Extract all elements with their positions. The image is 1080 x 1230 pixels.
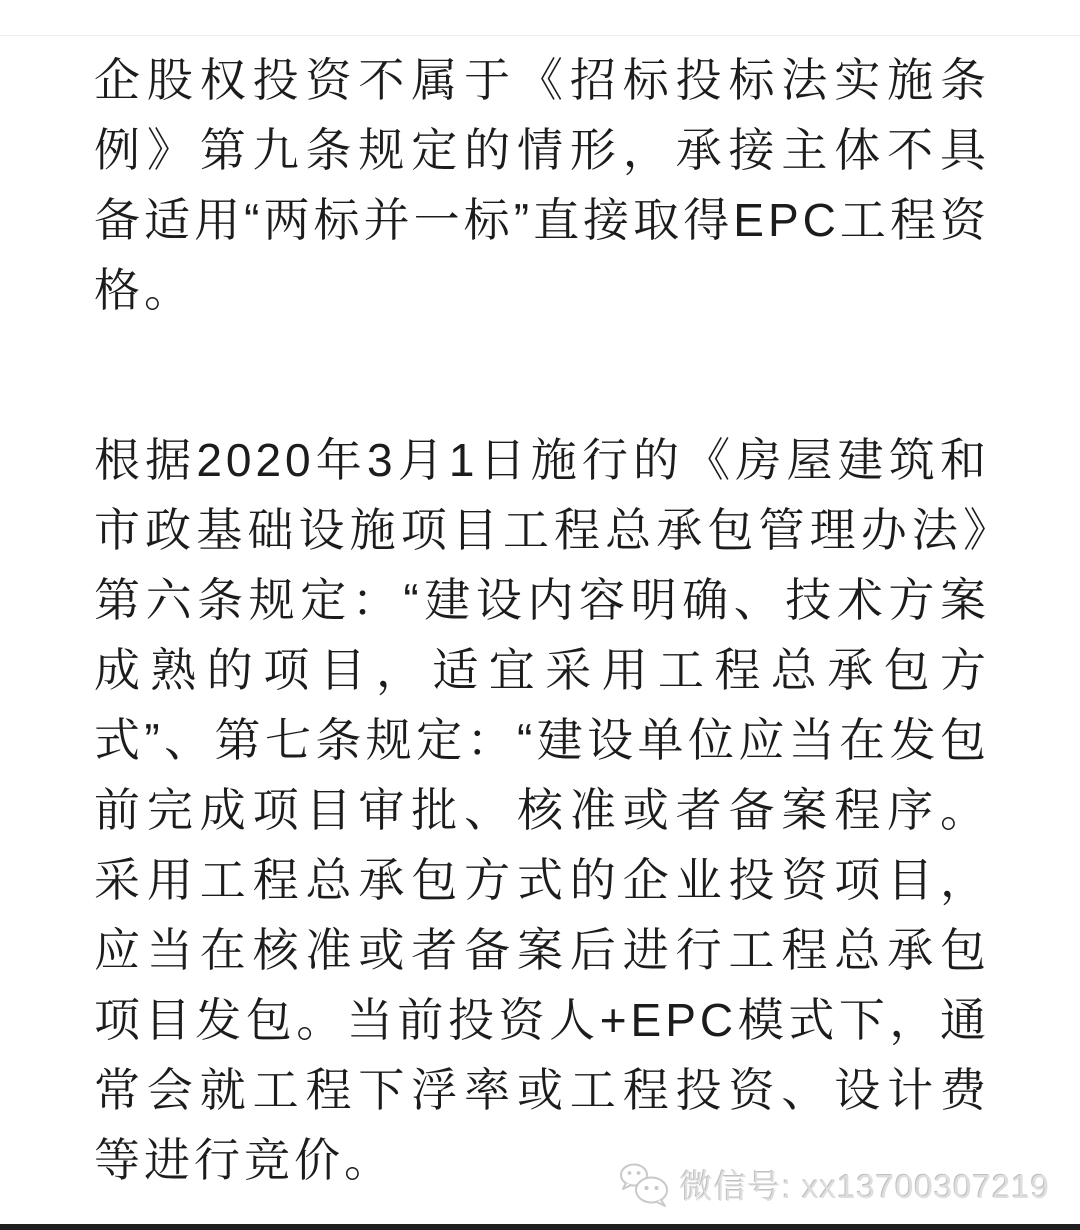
- bottom-divider: [0, 1224, 1080, 1230]
- paragraph: 根据2020年3月1日施行的《房屋建筑和市政基础设施项目工程总承包管理办法》第六条规定：“建设内容明确、技术方案成熟的项目，适宜采用工程总承包方式”、第七条规定：“建设单位应当在发包前完成项目审批、核准或者备案程序。采用工程总承包方式的企业投资项目，应当在核准或者备案后进行工程总承包项目发包。当前投资人+EPC模式下，通常会就工程下浮率或工程投资、设计费等进行竞价。: [94, 434, 990, 1186]
- paragraph: 企股权投资不属于《招标投标法实施条例》第九条规定的情形，承接主体不具备适用“两标并一标”直接取得EPC工程资格。: [94, 54, 990, 316]
- top-divider: [0, 35, 1080, 36]
- wechat-icon: [618, 1162, 670, 1208]
- watermark-label: 微信号: xx13700307219: [679, 1168, 1050, 1205]
- watermark: [618, 1161, 1050, 1208]
- article-body: [0, 45, 1080, 1195]
